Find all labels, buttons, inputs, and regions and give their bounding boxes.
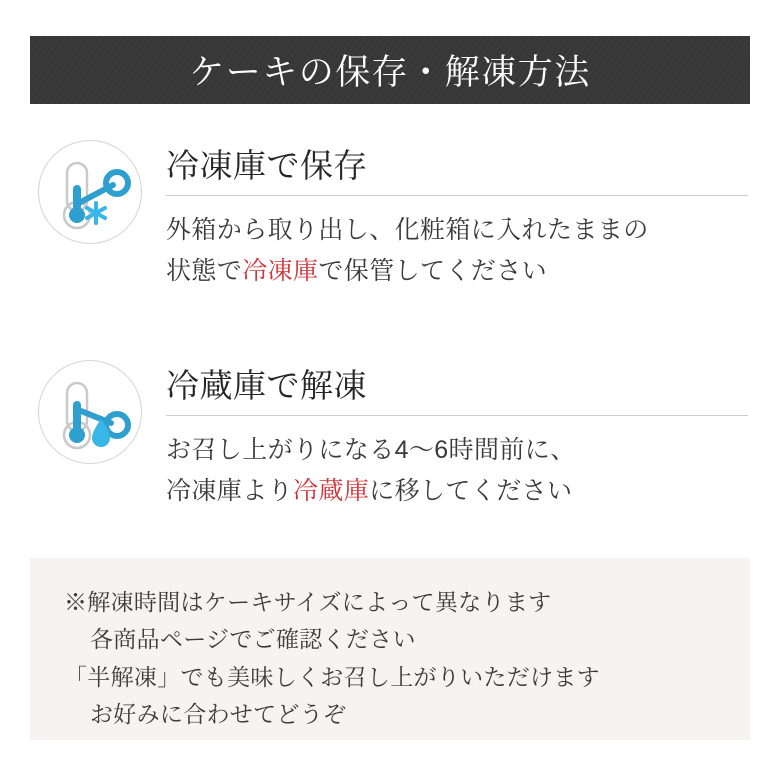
note-box: [30, 558, 750, 740]
text-run: で保管してください: [318, 257, 548, 286]
text-line: [166, 430, 748, 471]
note-line: 各商品ページでご確認ください: [90, 626, 416, 653]
thermometer-snowflake-icon: [38, 140, 142, 244]
thermometer-droplet-icon: [38, 360, 142, 464]
text-run-highlight: 冷凍庫: [242, 257, 319, 286]
section-text: [166, 430, 748, 513]
banner: [30, 36, 750, 104]
text-line: [166, 210, 748, 251]
section-heading: 冷蔵庫で解凍: [166, 360, 748, 416]
note-line: お好みに合わせてどうぞ: [90, 700, 347, 727]
section-body: [166, 360, 748, 513]
section-heading: 冷凍庫で保存: [166, 140, 748, 196]
text-run-highlight: 冷蔵庫: [293, 477, 370, 506]
text-run: 外箱から取り出し、化粧箱に入れたままの: [166, 216, 649, 244]
text-run: お召し上がりになる4〜6時間前に、: [166, 436, 576, 464]
text-line: [166, 471, 748, 512]
section-freezer-storage: [38, 140, 748, 293]
section-body: [166, 140, 748, 293]
section-refrigerator-thawing: [38, 360, 748, 513]
section-text: [166, 210, 748, 293]
text-line: [166, 251, 748, 292]
text-run: 冷凍庫より: [166, 477, 294, 506]
note-line: 「半解凍」でも美味しくお召し上がりいただけます: [64, 663, 600, 690]
text-run: に移してください: [369, 477, 573, 506]
page-title: ケーキの保存・解凍方法: [189, 53, 591, 92]
text-run: 状態で: [166, 257, 243, 286]
note-line: ※解凍時間はケーキサイズによって異なります: [64, 589, 552, 615]
